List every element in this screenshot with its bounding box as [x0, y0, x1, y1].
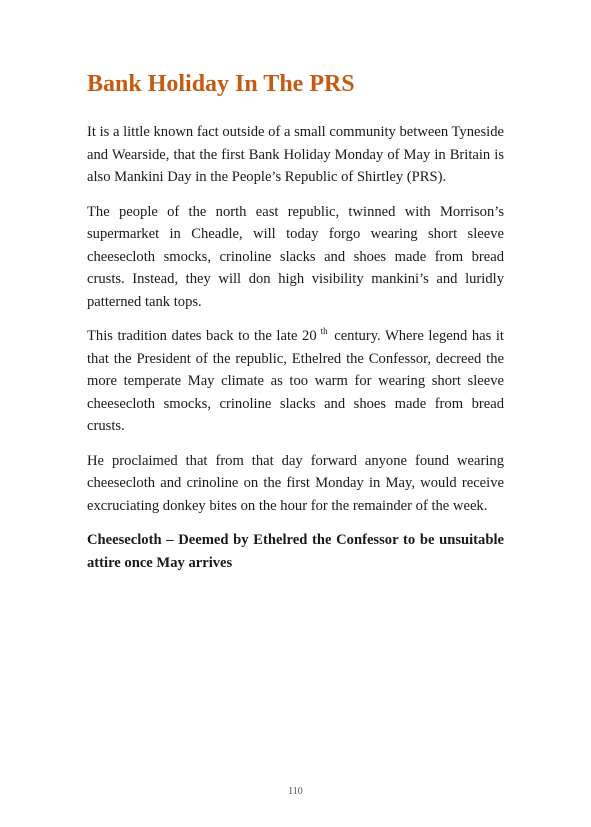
paragraph-2: The people of the north east republic, twinned with Morrison’s supermarket in Cheadle, will today forgo wearing short sleeve cheesecloth smocks, crinoline slacks and shoes made from bread crusts. Instead, they will don high visibility mankini’s and luridly patterned tank tops. [87, 203, 504, 310]
page-title: Bank Holiday In The PRS [87, 71, 355, 97]
paragraph-3-start: This tradition dates back to the late 20 [87, 328, 317, 344]
paragraph-1: It is a little known fact outside of a small community between Tyneside and Wearside, that the first Bank Holiday Monday of May in Britain is also Mankini Day in the People’s Republic of Shirtley (PRS). [87, 124, 504, 185]
ordinal-superscript: th [320, 326, 328, 336]
paragraph-3 [87, 325, 504, 438]
paragraph-4: He proclaimed that from that day forward anyone found wearing cheesecloth and crinoline on the first Monday in May, would receive excruciating donkey bites on the hour for the remainder of the week. [87, 452, 504, 514]
page-number: 110 [288, 786, 303, 797]
article-body [87, 121, 504, 574]
bold-caption: Cheesecloth – Deemed by Ethelred the Confessor to be unsuitable attire once May arrives [87, 532, 504, 571]
paragraph-3-end: century. Where legend has it that the President of the republic, Ethelred the Confessor, decreed the more temperate May climate as too warm for wearing short sleeve cheesecloth smocks, crinoline slacks and shoes made from bread crusts. [87, 328, 504, 434]
